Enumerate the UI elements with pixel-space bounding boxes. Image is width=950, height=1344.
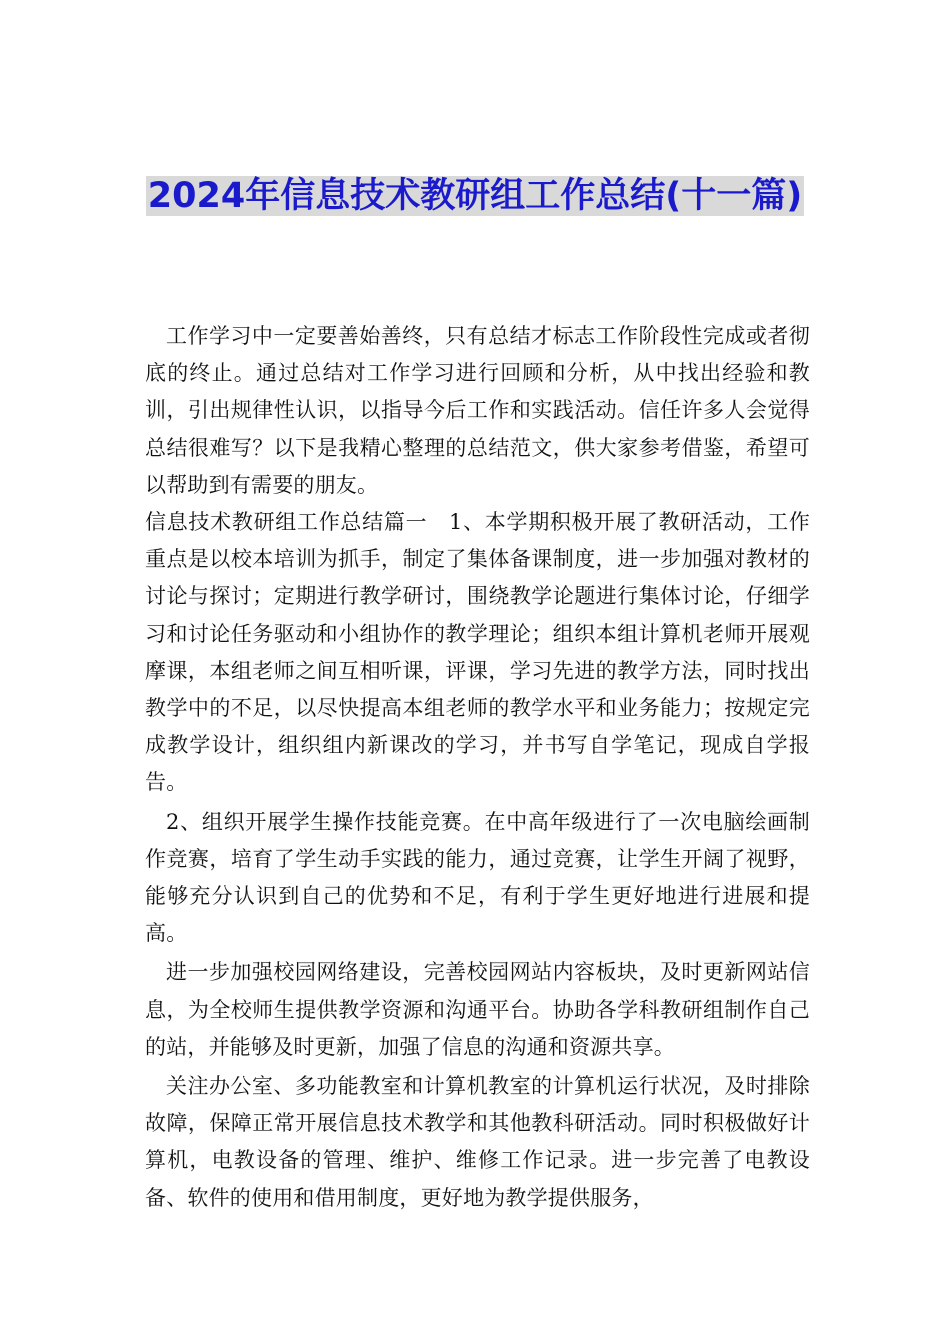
paragraph-section-one: 信息技术教研组工作总结篇一 1、本学期积极开展了教研活动，工作重点是以校本培训为抓手，制定了集体备课制度，进一步加强对教材的讨论与探讨；定期进行教学研讨，围绕教学论题进行集体讨论，仔细学习和讨论任务驱动和小组协作的教学理论；组织本组计算机老师开展观摩课，本组老师之间互相听课，评课，学习先进的教学方法，同时找出教学中的不足，以尽快提高本组老师的教学水平和业务能力；按规定完成教学设计，组织组内新课改的学习，并书写自学笔记，现成自学报告。 (145, 510, 810, 795)
title-block (120, 168, 830, 224)
paragraph-network: 进一步加强校园网络建设，完善校园网站内容板块，及时更新网站信息，为全校师生提供教学资源和沟通平台。协助各学科教研组制作自己的站，并能够及时更新，加强了信息的沟通和资源共享。 (145, 960, 810, 1059)
paragraph-intro: 工作学习中一定要善始善终，只有总结才标志工作阶段性完成或者彻底的终止。通过总结对工作学习进行回顾和分析，从中找出经验和教训，引出规律性认识，以指导今后工作和实践活动。信任许多人会觉得总结很难写？以下是我精心整理的总结范文，供大家参考借鉴，希望可以帮助到有需要的朋友。 (145, 324, 810, 497)
document-body (145, 318, 810, 1217)
paragraph-equipment: 关注办公室、多功能教室和计算机教室的计算机运行状况，及时排除故障，保障正常开展信息技术教学和其他教科研活动。同时积极做好计算机，电教设备的管理、维护、维修工作记录。进一步完善了电教设备、软件的使用和借用制度，更好地为教学提供服务， (145, 1074, 810, 1210)
paragraph-competition: 2、组织开展学生操作技能竞赛。在中高年级进行了一次电脑绘画制作竞赛，培育了学生动手实践的能力，通过竞赛，让学生开阔了视野，能够充分认识到自己的优势和不足，有利于学生更好地进行进展和提高。 (145, 809, 810, 946)
document-title: 2024年信息技术教研组工作总结(十一篇) (147, 176, 803, 216)
